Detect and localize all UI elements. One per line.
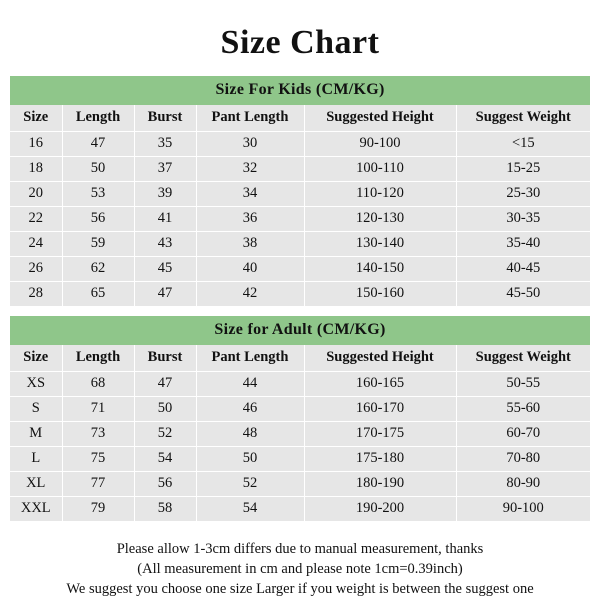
adult-table-banner-row	[10, 316, 590, 345]
cell-suggested-height: 110-120	[304, 182, 456, 207]
table-row	[10, 157, 590, 182]
cell-pant-length: 48	[196, 422, 304, 447]
table-row	[10, 397, 590, 422]
cell-size: 24	[10, 232, 62, 257]
cell-pant-length: 40	[196, 257, 304, 282]
cell-suggested-height: 90-100	[304, 132, 456, 157]
kids-table-banner-row	[10, 76, 590, 105]
cell-suggest-weight: 50-55	[456, 372, 590, 397]
adult-header-size: Size	[10, 345, 62, 372]
cell-pant-length: 46	[196, 397, 304, 422]
cell-suggest-weight: 55-60	[456, 397, 590, 422]
cell-suggested-height: 150-160	[304, 282, 456, 307]
cell-suggest-weight: 90-100	[456, 497, 590, 522]
cell-pant-length: 30	[196, 132, 304, 157]
cell-suggest-weight: 45-50	[456, 282, 590, 307]
adult-header-suggest-weight: Suggest Weight	[456, 345, 590, 372]
cell-burst: 54	[134, 447, 196, 472]
cell-burst: 58	[134, 497, 196, 522]
table-row	[10, 472, 590, 497]
cell-burst: 50	[134, 397, 196, 422]
cell-length: 47	[62, 132, 134, 157]
cell-suggest-weight: 70-80	[456, 447, 590, 472]
adult-header-burst: Burst	[134, 345, 196, 372]
cell-suggested-height: 100-110	[304, 157, 456, 182]
cell-burst: 43	[134, 232, 196, 257]
cell-pant-length: 32	[196, 157, 304, 182]
kids-header-pant-length: Pant Length	[196, 105, 304, 132]
cell-length: 59	[62, 232, 134, 257]
cell-burst: 39	[134, 182, 196, 207]
kids-header-suggest-weight: Suggest Weight	[456, 105, 590, 132]
cell-suggested-height: 140-150	[304, 257, 456, 282]
kids-header-burst: Burst	[134, 105, 196, 132]
cell-suggest-weight: 80-90	[456, 472, 590, 497]
cell-pant-length: 54	[196, 497, 304, 522]
cell-burst: 45	[134, 257, 196, 282]
cell-length: 73	[62, 422, 134, 447]
cell-length: 62	[62, 257, 134, 282]
adult-header-length: Length	[62, 345, 134, 372]
table-row	[10, 207, 590, 232]
kids-table-header-row	[10, 105, 590, 132]
cell-burst: 37	[134, 157, 196, 182]
kids-header-size: Size	[10, 105, 62, 132]
kids-table-banner: Size For Kids (CM/KG)	[10, 76, 590, 105]
cell-length: 68	[62, 372, 134, 397]
cell-length: 75	[62, 447, 134, 472]
kids-size-table	[10, 76, 590, 306]
cell-pant-length: 52	[196, 472, 304, 497]
table-row	[10, 232, 590, 257]
footer-notes	[10, 521, 590, 599]
kids-header-length: Length	[62, 105, 134, 132]
cell-size: S	[10, 397, 62, 422]
table-row	[10, 372, 590, 397]
cell-suggested-height: 170-175	[304, 422, 456, 447]
note-line-3: We suggest you choose one size Larger if you weight is between the suggest one	[66, 581, 534, 597]
cell-suggest-weight: <15	[456, 132, 590, 157]
cell-pant-length: 50	[196, 447, 304, 472]
cell-suggested-height: 120-130	[304, 207, 456, 232]
adult-header-suggested-height: Suggested Height	[304, 345, 456, 372]
cell-size: XS	[10, 372, 62, 397]
cell-burst: 47	[134, 372, 196, 397]
cell-size: 26	[10, 257, 62, 282]
cell-pant-length: 38	[196, 232, 304, 257]
page-title: Size Chart	[220, 24, 380, 61]
cell-pant-length: 42	[196, 282, 304, 307]
cell-size: 20	[10, 182, 62, 207]
cell-suggest-weight: 30-35	[456, 207, 590, 232]
cell-length: 79	[62, 497, 134, 522]
cell-suggested-height: 180-190	[304, 472, 456, 497]
cell-length: 71	[62, 397, 134, 422]
cell-size: 16	[10, 132, 62, 157]
table-row	[10, 497, 590, 522]
cell-suggested-height: 160-165	[304, 372, 456, 397]
cell-length: 50	[62, 157, 134, 182]
cell-size: 18	[10, 157, 62, 182]
cell-size: 28	[10, 282, 62, 307]
cell-suggested-height: 130-140	[304, 232, 456, 257]
table-row	[10, 132, 590, 157]
cell-burst: 41	[134, 207, 196, 232]
cell-burst: 56	[134, 472, 196, 497]
table-row	[10, 422, 590, 447]
cell-size: XL	[10, 472, 62, 497]
cell-pant-length: 34	[196, 182, 304, 207]
cell-length: 56	[62, 207, 134, 232]
cell-burst: 52	[134, 422, 196, 447]
cell-size: L	[10, 447, 62, 472]
cell-pant-length: 44	[196, 372, 304, 397]
cell-burst: 47	[134, 282, 196, 307]
adult-header-pant-length: Pant Length	[196, 345, 304, 372]
adult-table-header-row	[10, 345, 590, 372]
cell-suggest-weight: 40-45	[456, 257, 590, 282]
cell-suggested-height: 175-180	[304, 447, 456, 472]
table-row	[10, 282, 590, 307]
cell-suggest-weight: 35-40	[456, 232, 590, 257]
cell-length: 53	[62, 182, 134, 207]
adult-size-table	[10, 316, 590, 521]
cell-length: 65	[62, 282, 134, 307]
cell-size: XXL	[10, 497, 62, 522]
cell-burst: 35	[134, 132, 196, 157]
cell-suggested-height: 190-200	[304, 497, 456, 522]
note-line-2: (All measurement in cm and please note 1cm=0.39inch)	[137, 561, 463, 577]
note-line-1: Please allow 1-3cm differs due to manual measurement, thanks	[116, 541, 484, 557]
table-row	[10, 447, 590, 472]
cell-suggested-height: 160-170	[304, 397, 456, 422]
cell-suggest-weight: 15-25	[456, 157, 590, 182]
cell-length: 77	[62, 472, 134, 497]
cell-size: M	[10, 422, 62, 447]
kids-header-suggested-height: Suggested Height	[304, 105, 456, 132]
adult-table-banner: Size for Adult (CM/KG)	[10, 316, 590, 345]
cell-suggest-weight: 60-70	[456, 422, 590, 447]
table-row	[10, 182, 590, 207]
cell-size: 22	[10, 207, 62, 232]
cell-pant-length: 36	[196, 207, 304, 232]
table-row	[10, 257, 590, 282]
cell-suggest-weight: 25-30	[456, 182, 590, 207]
